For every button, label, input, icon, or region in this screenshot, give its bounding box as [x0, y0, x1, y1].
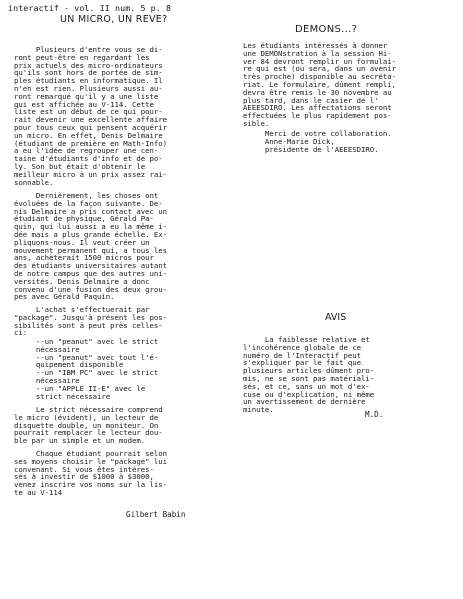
paragraph-demons: Les étudiants intéressés à donner une DEMONstration à la session Hi- ver 84 devront remplir un formulai- re qui est (ou sera, dans un avenir très proche) disponible au secréta- riat. Le formulaire, dûment rempli, devra être remis le 30 novembre au plus tard, dans le casier de l' AEEESDIRO. Les affectations seront effectuées le plus rapidement pos- sible.	[243, 41, 396, 128]
paragraph-invest: Chaque étudiant pourrait selon ses moyens choisir le "package" lui convenant. Si vous êtes intéres- sés à investir de $1000 à $3000, venez inscrire vos noms sur la lis- te au V-114	[14, 449, 167, 497]
article-title-demons: DEMONS...?	[295, 24, 358, 35]
avis-signature: M.D.	[365, 410, 384, 419]
package-list: --un "peanut" avec le strict nécessaire --un "peanut" avec tout l'é- quipement disponible --un "IBM PC" avec le strict nécessaire --un "APPLE II-E" avec le strict nécessaire	[35, 337, 159, 401]
article-title-un-micro: UN MICRO, UN REVE?	[60, 14, 168, 25]
page-header: interactif - vol. II num. 5 p. 8	[8, 3, 172, 13]
avis-paragraph: La faiblesse relative et l'incohérence globale de ce numéro de l'Interactif peut s'expliquer par le fait que plusieurs articles dûment pro- mis, ne se sont pas matériali- sés, et ce, sans un mot d'ex- cuse ou d'explication, ni même un avertissement de dernière minute.	[243, 335, 375, 415]
closing-note: Merci de votre collaboration. Anne-Marie Dick, présidente de l'AEEESDIRO.	[264, 129, 392, 154]
paragraph-intro: Plusieurs d'entre vous se di- ront peut-être en regardant les prix actuels des micro-ordinateurs qu'ils sont hors de portée de sim- ples étudiants en informatique. Il n'en est rien. Plusieurs aussi au- ront remarqué qu'il y a une liste qui est affichée au V-114. Cette liste est un début de ce qui pour- rait devenir une excellente affaire pour tous ceux qui pensent acquérir un micro. En effet, Denis Delmaire (étudiant de première en Math-Info) a eu l'idée de regrouper une cen- taine d'étudiants d'info et de po- ly. Son but était d'obtenir le meilleur micro à un prix assez rai- sonnable.	[14, 45, 167, 187]
paragraph-strict-necessary: Le strict nécessaire comprend le micro (évident), un lecteur de disquette double, un moniteur. On pourrait remplacer le lecteur dou- ble par un simple et un modem.	[14, 405, 163, 446]
paragraph-developments: Dernièrement, les choses ont évoluées de la façon suivante. De- nis Delmaire a pris contact avec un étudiant de physique, Gérald Pa- quin, qui lui aussi a eu la même i- dée mais a plus grande échelle. Ex- pliquons-nous. Il veut créer un mouvement permanent qui, a tous les ans, achèterait 1500 micros pour des étudiants universitaires autant de notre campus que des autres uni- versités. Denis Delmaire a donc convenu d'une fusion des deux grou- pes avec Gérald Paquin.	[14, 191, 167, 302]
avis-title: AVIS	[325, 312, 347, 323]
paragraph-packages: L'achat s'effectuerait par "package". Jusqu'à présent les pos- sibilités sont à peut près celles- ci:	[14, 305, 167, 338]
article-signature: Gilbert Babin	[126, 510, 186, 519]
